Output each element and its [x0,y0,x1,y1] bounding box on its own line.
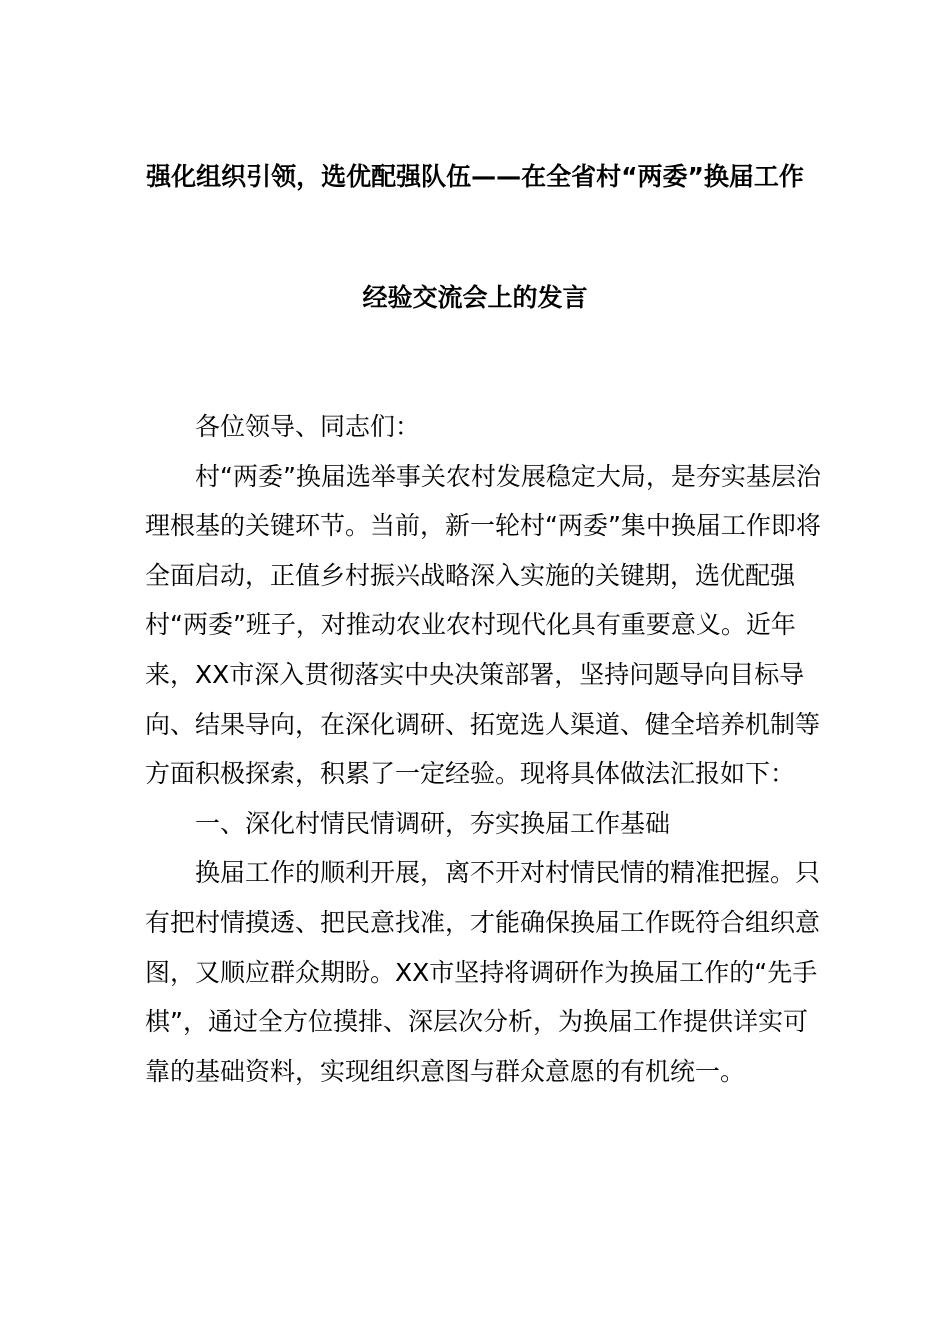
salutation: 各位领导、同志们： [195,412,421,441]
paragraph-section-1: 换届工作的顺利开展，离不开对村情民情的精准把握。只有把村情摸透、把民意找准，才能确保换届工作既符合组织意图，又顺应群众期盼。XX市坚持将调研作为换届工作的“先手棋”，通过全方位摸排、深层次分析，为换届工作提供详实可靠的基础资料，实现组织意图与群众意愿的有机统一。 [145,858,821,1086]
document-body [145,402,825,1096]
title-line-2: 经验交流会上的发言 [362,283,588,312]
section-heading-1: 一、深化村情民情调研，夯实换届工作基础 [195,808,671,838]
paragraph-intro: 村“两委”换届选举事关农村发展稳定大局，是夯实基层治理根基的关键环节。当前，新一轮村“两委”集中换届工作即将全面启动，正值乡村振兴战略深入实施的关键期，选优配强村“两委”班子，对推动农业农村现代化具有重要意义。近年来，XX市深入贯彻落实中央决策部署，坚持问题导向目标导向、结果导向，在深化调研、拓宽选人渠道、健全培养机制等方面积极探索，积累了一定经验。现将具体做法汇报如下： [145,461,821,789]
title-line-1: 强化组织引领，选优配强队伍——在全省村“两委”换届工作 [146,162,804,191]
